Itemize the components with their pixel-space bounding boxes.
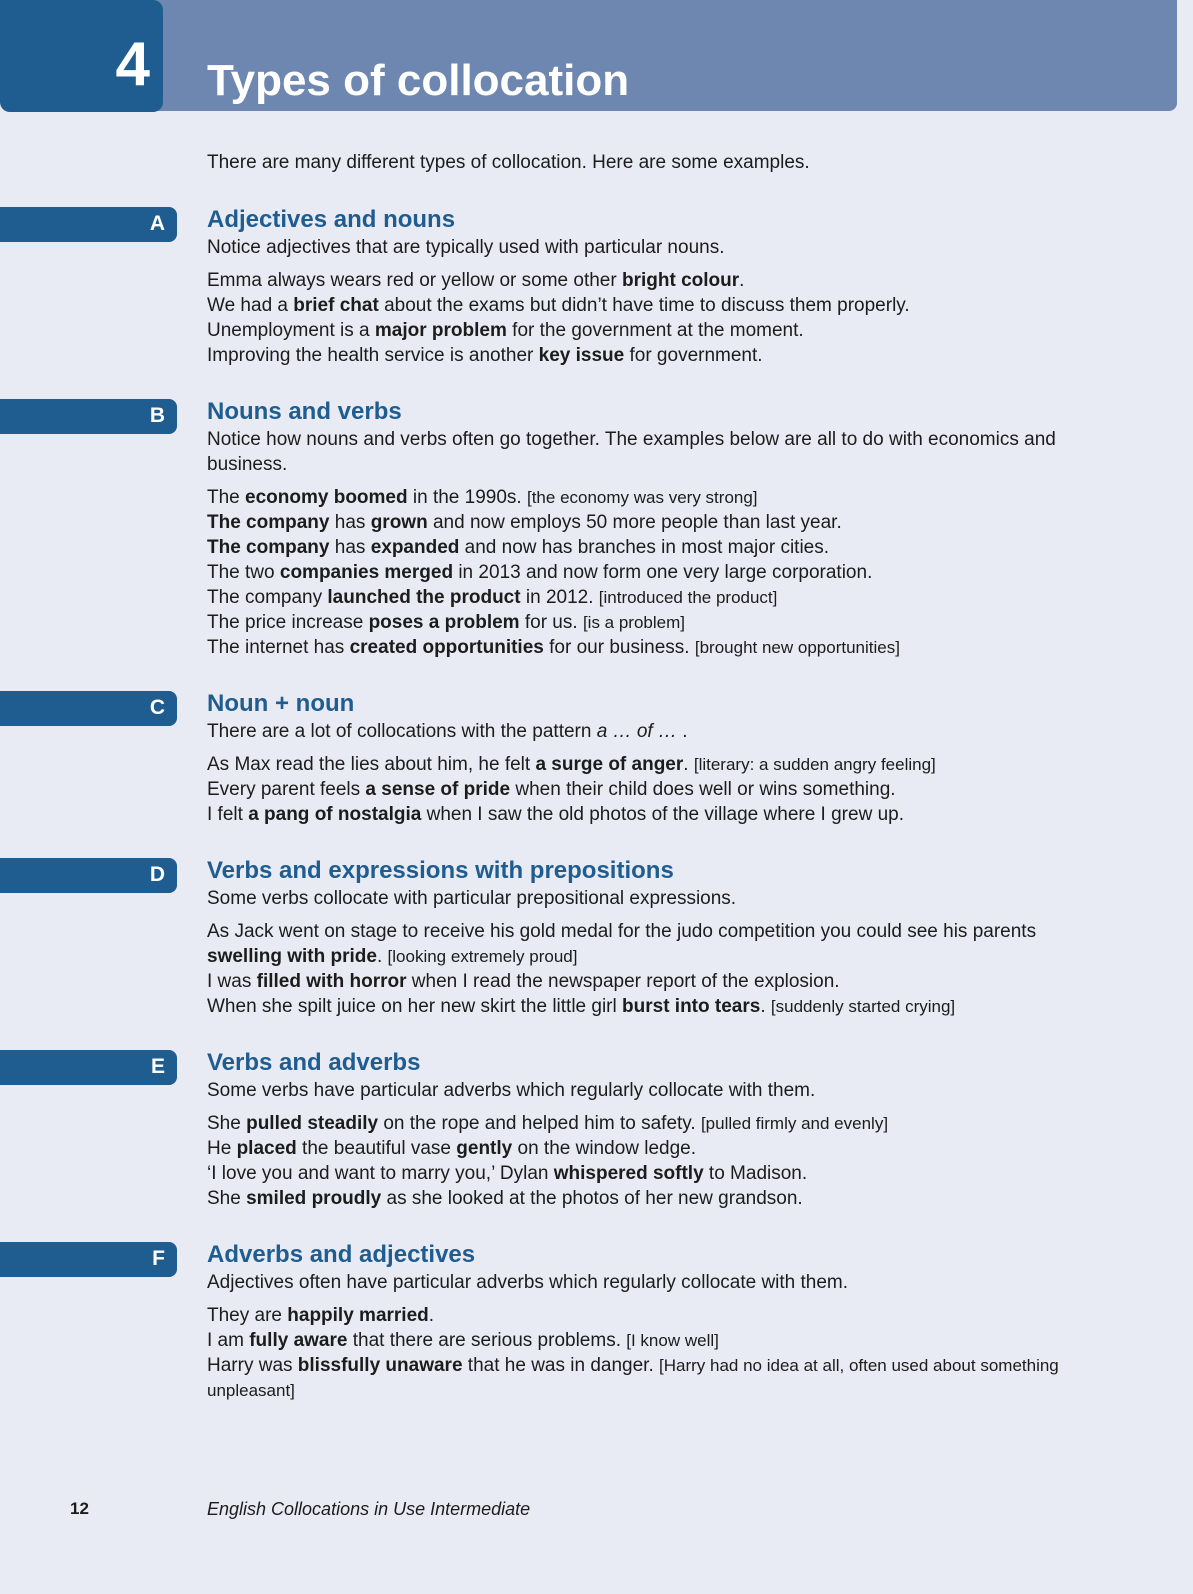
sentence-text: The internet has xyxy=(207,637,350,658)
collocation: key issue xyxy=(538,345,625,366)
sentence-text: has xyxy=(329,537,371,558)
section-tab xyxy=(0,691,177,726)
sentence-text: when I read the newspaper report of the explosion. xyxy=(406,971,840,992)
sentence-text: The company xyxy=(207,587,328,608)
collocation: grown xyxy=(370,512,428,533)
example-sentence xyxy=(207,1111,1107,1136)
sentence-text: for us. xyxy=(519,612,583,633)
example-sentence xyxy=(207,994,1107,1019)
gloss: [is a problem] xyxy=(582,613,685,632)
sentence-text: on the window ledge. xyxy=(512,1138,697,1159)
collocation: major problem xyxy=(374,320,507,341)
section-letter: C xyxy=(149,696,165,719)
sentence-text: in the 1990s. xyxy=(407,487,527,508)
sentence-text: She xyxy=(207,1188,247,1209)
sentence-text: As Max read the lies about him, he felt xyxy=(207,754,536,775)
sentence-text: They are xyxy=(207,1305,288,1326)
sentence-text: has xyxy=(329,512,371,533)
gloss: [pulled firmly and evenly] xyxy=(700,1114,889,1133)
collocation: filled with horror xyxy=(256,971,407,992)
sentence-text: The two xyxy=(207,562,280,583)
gloss: [looking extremely proud] xyxy=(387,947,578,966)
collocation: economy boomed xyxy=(245,487,408,508)
example-sentence xyxy=(207,752,1107,777)
collocation: expanded xyxy=(370,537,460,558)
sentence-text: When she spilt juice on her new skirt the little girl xyxy=(207,996,623,1017)
section-tab xyxy=(0,1242,177,1277)
sentence-text: that he was in danger. xyxy=(462,1355,659,1376)
section-tab xyxy=(0,1050,177,1085)
gloss: [the economy was very strong] xyxy=(526,488,758,507)
sentence-text: for the government at the moment. xyxy=(506,320,804,341)
sentence-text: ‘I love you and want to marry you,’ Dylan xyxy=(207,1163,554,1184)
example-sentence xyxy=(207,1328,1107,1353)
collocation: gently xyxy=(456,1138,513,1159)
section-heading: Noun + noun xyxy=(207,690,355,717)
section-intro: Some verbs collocate with particular prepositional expressions. xyxy=(207,888,737,909)
section-letter: E xyxy=(150,1055,165,1078)
sentence-text: the beautiful vase xyxy=(296,1138,457,1159)
sentence-text: She xyxy=(207,1113,247,1134)
collocation: The company xyxy=(207,512,330,533)
section-f xyxy=(152,1240,1107,1403)
sentence-text: As Jack went on stage to receive his gold medal for the judo competition you could see his parents xyxy=(207,921,1037,942)
section-letter: A xyxy=(149,212,165,235)
collocation: fully aware xyxy=(249,1330,348,1351)
page-intro: There are many different types of collocation. Here are some examples. xyxy=(207,152,810,173)
sentence-text: I was xyxy=(207,971,257,992)
section-intro: Notice how nouns and verbs often go together. The examples below are all to do with economics and business. xyxy=(207,429,1056,475)
unit-title: Types of collocation xyxy=(207,56,630,105)
sentence-text: Every parent feels xyxy=(207,779,366,800)
example-sentence xyxy=(207,635,1107,660)
gloss: [I know well] xyxy=(626,1331,719,1350)
collocation: created opportunities xyxy=(349,637,544,658)
example-sentence xyxy=(207,268,1107,293)
gloss: [introduced the product] xyxy=(598,588,778,607)
sentence-text: on the rope and helped him to safety. xyxy=(378,1113,701,1134)
section-heading: Adverbs and adjectives xyxy=(207,1241,476,1268)
gloss: [literary: a sudden angry feeling] xyxy=(693,755,936,774)
sentence-text: The price increase xyxy=(207,612,369,633)
section-a xyxy=(149,205,1107,368)
example-sentence xyxy=(207,610,1107,635)
sentence-text: The xyxy=(207,487,246,508)
section-heading: Nouns and verbs xyxy=(207,398,402,425)
sentence-text: as she looked at the photos of her new grandson. xyxy=(381,1188,803,1209)
example-sentence xyxy=(207,560,1107,585)
collocation: pulled steadily xyxy=(246,1113,379,1134)
section-intro: There are a lot of collocations with the pattern a … of … . xyxy=(207,721,688,742)
sections-container xyxy=(149,205,1107,1403)
sentence-text: and now has branches in most major cities. xyxy=(459,537,830,558)
collocation: burst into tears xyxy=(622,996,761,1017)
sentence-text: to Madison. xyxy=(703,1163,808,1184)
collocation: launched the product xyxy=(327,587,521,608)
sentence-text: in 2013 and now form one very large corporation. xyxy=(453,562,873,583)
collocation: whispered softly xyxy=(553,1163,704,1184)
section-d xyxy=(149,856,1107,1019)
section-tab xyxy=(0,858,177,893)
sentence-text: I am xyxy=(207,1330,250,1351)
example-sentence xyxy=(207,1353,1107,1403)
sentence-text: and now employs 50 more people than last year. xyxy=(427,512,842,533)
example-sentence xyxy=(207,293,1107,318)
unit-number-box xyxy=(0,0,163,112)
sentence-text: Emma always wears red or yellow or some other xyxy=(207,270,622,291)
collocation: swelling with pride xyxy=(207,946,377,967)
example-sentence xyxy=(207,318,1107,343)
example-sentence xyxy=(207,777,1107,802)
sentence-text: when their child does well or wins something. xyxy=(510,779,896,800)
example-sentence xyxy=(207,1161,1107,1186)
example-sentence xyxy=(207,510,1107,535)
collocation: blissfully unaware xyxy=(297,1355,463,1376)
example-sentence xyxy=(207,1186,1107,1211)
collocation: poses a problem xyxy=(368,612,520,633)
example-sentence xyxy=(207,802,1107,827)
sentence-text: . xyxy=(683,754,694,775)
section-e xyxy=(150,1048,1107,1211)
sentence-text: for government. xyxy=(624,345,763,366)
sentence-text: in 2012. xyxy=(520,587,599,608)
collocation: placed xyxy=(236,1138,297,1159)
section-intro: Some verbs have particular adverbs which regularly collocate with them. xyxy=(207,1080,816,1101)
collocation: a pang of nostalgia xyxy=(248,804,422,825)
sentence-text: . xyxy=(376,946,388,967)
collocation: smiled proudly xyxy=(246,1188,382,1209)
collocation: brief chat xyxy=(293,295,379,316)
collocation: The company xyxy=(207,537,330,558)
section-b xyxy=(149,397,1107,660)
section-letter: B xyxy=(149,404,165,427)
collocation: bright colour xyxy=(621,270,740,291)
page-content xyxy=(149,150,1107,1403)
collocation: companies merged xyxy=(279,562,454,583)
section-letter: D xyxy=(149,863,165,886)
book-title: English Collocations in Use Intermediate xyxy=(207,1499,531,1519)
section-c xyxy=(149,689,1107,827)
example-sentence xyxy=(207,919,1107,969)
section-intro: Notice adjectives that are typically used with particular nouns. xyxy=(207,237,725,258)
section-tab xyxy=(0,207,177,242)
sentence-text: He xyxy=(207,1138,237,1159)
example-sentence xyxy=(207,1303,1107,1328)
example-sentence xyxy=(207,343,1107,368)
example-sentence xyxy=(207,969,1107,994)
collocation: a sense of pride xyxy=(365,779,511,800)
example-sentence xyxy=(207,485,1107,510)
sentence-text: I felt xyxy=(207,804,249,825)
sentence-text: Unemployment is a xyxy=(207,320,375,341)
section-tab xyxy=(0,399,177,434)
sentence-text: . xyxy=(739,270,745,291)
section-heading: Adjectives and nouns xyxy=(207,206,456,233)
gloss: [suddenly started crying] xyxy=(770,997,956,1016)
sentence-text: about the exams but didn’t have time to discuss them properly. xyxy=(378,295,910,316)
section-heading: Verbs and adverbs xyxy=(207,1049,421,1076)
sentence-text: when I saw the old photos of the village where I grew up. xyxy=(421,804,904,825)
sentence-text: . xyxy=(760,996,771,1017)
page-number: 12 xyxy=(70,1499,89,1518)
example-sentence xyxy=(207,535,1107,560)
collocation: a surge of anger xyxy=(535,754,684,775)
example-sentence xyxy=(207,585,1107,610)
section-letter: F xyxy=(152,1247,165,1270)
example-sentence xyxy=(207,1136,1107,1161)
sentence-text: We had a xyxy=(207,295,294,316)
sentence-text: . xyxy=(428,1305,435,1326)
sentence-text: that there are serious problems. xyxy=(347,1330,627,1351)
sentence-text: Harry was xyxy=(207,1355,298,1376)
sentence-text: for our business. xyxy=(543,637,695,658)
unit-number: 4 xyxy=(115,30,150,99)
section-intro: Adjectives often have particular adverbs which regularly collocate with them. xyxy=(207,1272,849,1293)
collocation: happily married xyxy=(287,1305,429,1326)
gloss: [Harry had no idea at all, often used about something unpleasant] xyxy=(207,1356,1059,1400)
section-heading: Verbs and expressions with prepositions xyxy=(207,857,674,884)
sentence-text: Improving the health service is another xyxy=(207,345,539,366)
gloss: [brought new opportunities] xyxy=(694,638,900,657)
